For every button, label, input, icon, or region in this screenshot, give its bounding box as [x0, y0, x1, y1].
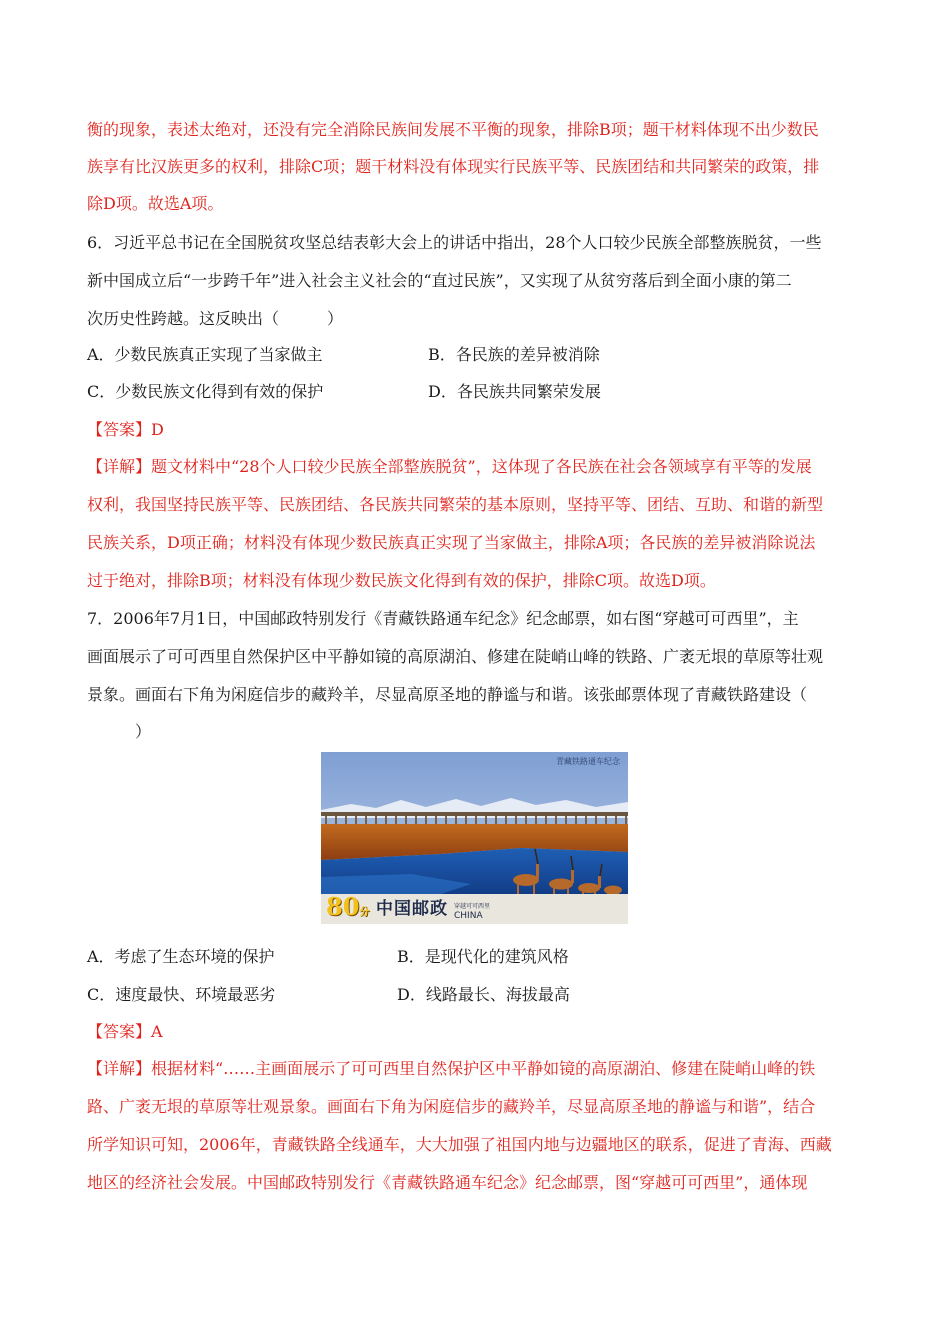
q6-option-b: B．各民族的差异被消除 — [428, 345, 600, 364]
stamp-denomination — [326, 892, 369, 921]
stamp-post-name: 中国邮政 — [376, 899, 448, 919]
q6-option-a: A．少数民族真正实现了当家做主 — [87, 345, 323, 364]
q6-detail-line-1: 【详解】题文材料中“28个人口较少民族全部整族脱贫”，这体现了各民族在社会各领域享有平等的发展 — [87, 457, 812, 476]
stamp-footer — [321, 894, 628, 924]
q6-answer: 【答案】D — [87, 420, 164, 439]
q7-stem-line-2: 画面展示了可可西里自然保护区中平静如镜的高原湖泊、修建在陡峭山峰的铁路、广袤无垠的草原等壮观 — [87, 647, 824, 666]
q7-detail-line-1: 【详解】根据材料“……主画面展示了可可西里自然保护区中平静如镜的高原湖泊、修建在陡峭山峰的铁 — [87, 1059, 816, 1078]
q7-stem-line-3: 景象。画面右下角为闲庭信步的藏羚羊，尽显高原圣地的静谧与和谐。该张邮票体现了青藏铁路建设（ — [87, 685, 808, 704]
q6-detail-line-3: 民族关系，D项正确；材料没有体现少数民族真正实现了当家做主，排除A项；各民族的差异被消除说法 — [87, 533, 816, 552]
prev-detail-line-1: 衡的现象，表述太绝对，还没有完全消除民族间发展不平衡的现象，排除B项；题干材料体现不出少数民 — [87, 120, 819, 139]
stamp-image — [321, 752, 628, 924]
q7-detail-line-3: 所学知识可知，2006年，青藏铁路全线通车，大大加强了祖国内地与边疆地区的联系，促进了青海、西藏 — [87, 1135, 832, 1154]
stamp-denomination-value: 80 — [326, 892, 360, 921]
q7-stem-line-4: ） — [87, 722, 152, 741]
q7-option-b: B．是现代化的建筑风格 — [397, 947, 569, 966]
q6-option-c: C．少数民族文化得到有效的保护 — [87, 382, 324, 401]
q6-option-d: D．各民族共同繁荣发展 — [428, 382, 601, 401]
q6-stem-line-2: 新中国成立后“一步跨千年”进入社会主义社会的“直过民族”，又实现了从贫穷落后到全面小康的第二 — [87, 271, 792, 290]
prev-detail-line-3: 除D项。故选A项。 — [87, 194, 224, 213]
q7-answer: 【答案】A — [87, 1022, 163, 1041]
q7-option-c: C．速度最快、环境最恶劣 — [87, 985, 276, 1004]
q7-stem-line-1: 7．2006年7月1日，中国邮政特别发行《青藏铁路通车纪念》纪念邮票，如右图“穿越可可西里”，主 — [87, 609, 799, 628]
q6-detail-line-4: 过于绝对，排除B项；材料没有体现少数民族文化得到有效的保护，排除C项。故选D项。 — [87, 571, 716, 590]
q6-stem-line-1: 6．习近平总书记在全国脱贫攻坚总结表彰大会上的讲话中指出，28个人口较少民族全部整族脱贫，一些 — [87, 233, 822, 252]
q6-detail-line-2: 权利，我国坚持民族平等、民族团结、各民族共同繁荣的基本原则，坚持平等、团结、互助、和谐的新型 — [87, 495, 824, 514]
q7-detail-line-4: 地区的经济社会发展。中国邮政特别发行《青藏铁路通车纪念》纪念邮票，图“穿越可可西里”，通体现 — [87, 1173, 808, 1192]
q7-option-d: D．线路最长、海拔最高 — [397, 985, 570, 1004]
stamp-subtitle: 穿越可可西里 — [454, 903, 491, 910]
stamp-title-text: 青藏铁路通车纪念 — [556, 757, 620, 766]
q6-stem-line-3: 次历史性跨越。这反映出（ ） — [87, 309, 344, 328]
q7-detail-line-2: 路、广袤无垠的草原等壮观景象。画面右下角为闲庭信步的藏羚羊，尽显高原圣地的静谧与和谐”，结合 — [87, 1097, 816, 1116]
stamp-denomination-unit: 分 — [359, 907, 370, 918]
q7-option-a: A．考虑了生态环境的保护 — [87, 947, 275, 966]
prev-detail-line-2: 族享有比汉族更多的权利，排除C项；题干材料没有体现实行民族平等、民族团结和共同繁荣的政策，排 — [87, 157, 820, 176]
stamp-china: CHINA — [454, 911, 483, 921]
